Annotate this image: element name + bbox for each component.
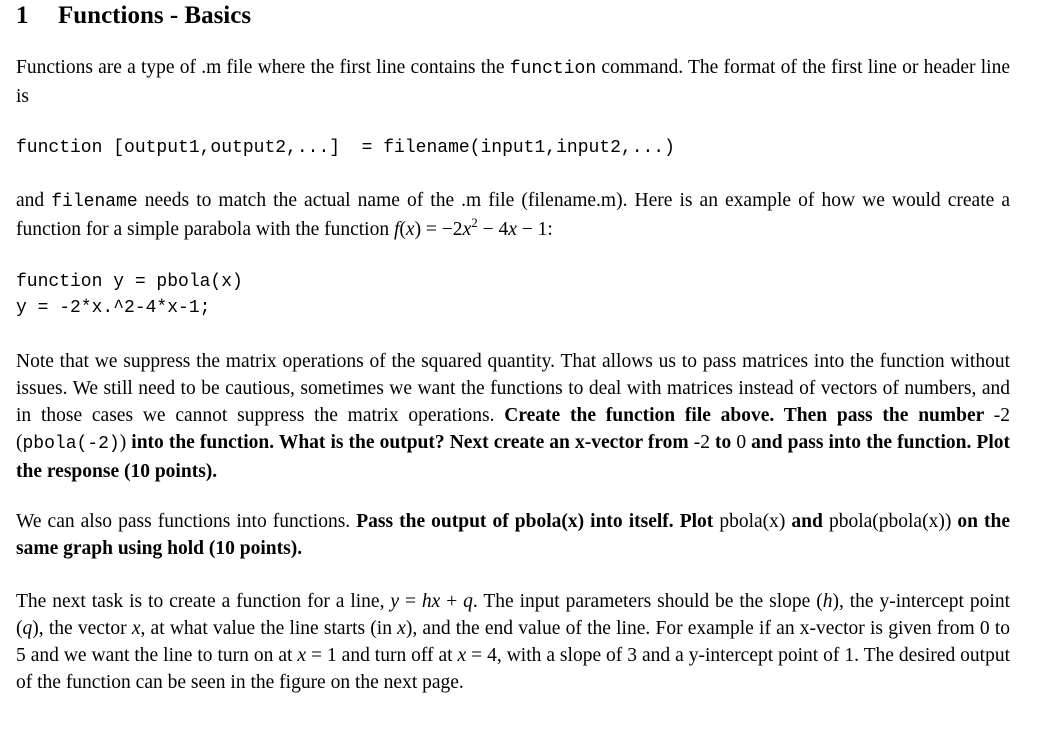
math-hx: hx [421,591,441,612]
inline-code-function: function [509,59,597,79]
math-intercept-q: q [22,618,33,639]
inline-code-pbola: pbola(-2) [22,434,120,454]
vector-text: ), the vector [32,618,132,639]
math-x: x [405,219,415,240]
section-title-text: Functions - Basics [58,2,252,29]
math-equals: = [399,591,422,612]
math-off-x: x [457,645,467,666]
intercept-text: ), the y-intercept point ( [16,591,1010,639]
line-text: The next task is to create a function for a line, [16,591,391,612]
math-eq: ) = −2 [414,219,463,240]
math-minus-one: − 1: [516,219,553,240]
params-text: . The input parameters should be the slope ( [472,591,823,612]
number-minus-two: -2 ( [16,405,1010,453]
task-pass-output: Pass the output of pbola(x) into itself. Plot [356,511,720,532]
slope-text: = 4, with a slope of 3 and a y-intercept point of 1. The desired output of the function can be seen in the figure on the next page. [16,645,1010,693]
example-code-line-1: function y = pbola(x) [16,272,243,292]
intro-text: Functions are a type of .m file where the first line contains the [16,57,510,78]
nested-text: We can also pass functions into functions. [16,511,357,532]
and-text: and [16,190,52,211]
pbola-x: pbola(x) [719,511,786,532]
task-plot: and pass into the function. Plot the response (10 points). [16,432,1010,482]
math-start-x: x [397,618,406,639]
math-paren-open: ( [399,219,406,240]
math-slope-h: h [822,591,833,612]
task-create-function: Create the function file above. Then pass the number [504,405,994,426]
intro-text-end: command. The format of the first line or header line is [16,57,1010,107]
math-q: q [463,591,473,612]
section-heading [16,2,251,30]
pbola-pbola-x: pbola(pbola(x)) [828,511,952,532]
task-output: into the function. What is the output? Next create an x-vector from [126,432,694,453]
start-text: , at what value the line starts (in [140,618,398,639]
math-minus-four: − 4 [477,219,509,240]
turn-off-text: = 1 and turn off at [306,645,458,666]
nested-function-paragraph [16,508,1010,562]
math-on-x: x [297,645,307,666]
math-y: y [390,591,400,612]
math-f: f [393,219,400,240]
filename-text: needs to match the actual name of the .m file (filename.m). Here is an example of how we would create a function for a simple parabola with the function [16,190,1011,240]
inline-code-filename: filename [51,192,138,212]
task-hold: on the same graph using hold (10 points). [16,511,1010,559]
intro-paragraph [16,54,1010,110]
filename-paragraph [16,187,1010,244]
section-number: 1 [16,2,29,29]
paren-close: ) [119,432,127,453]
range-start: -2 [693,432,710,453]
example-code-line-2: y = -2*x.^2-4*x-1; [16,298,211,318]
matrix-paragraph [16,348,1010,485]
math-x-squared: x [462,219,472,240]
math-vector-x: x [131,618,141,639]
matrix-text: Note that we suppress the matrix operations of the squared quantity. That allows us to pass matrices into the function without issues. We still need to be cautious, sometimes we want the functions to deal with matrices instead of vectors of numbers, and in those cases we cannot suppress the matrix operations. [16,351,1010,426]
math-exponent: 2 [471,215,478,230]
range-end: 0 [736,432,747,453]
math-x-linear: x [508,219,517,240]
line-function-paragraph [16,588,1010,696]
example-text: ), and the end value of the line. For example if an x-vector is given from 0 to 5 and we want the line to turn on at [16,618,1010,666]
math-plus: + [440,591,464,612]
range-to: to [709,432,737,453]
header-line-code: function [output1,output2,...] = filename(input1,input2,...) [16,138,675,158]
and-bold: and [785,511,829,532]
